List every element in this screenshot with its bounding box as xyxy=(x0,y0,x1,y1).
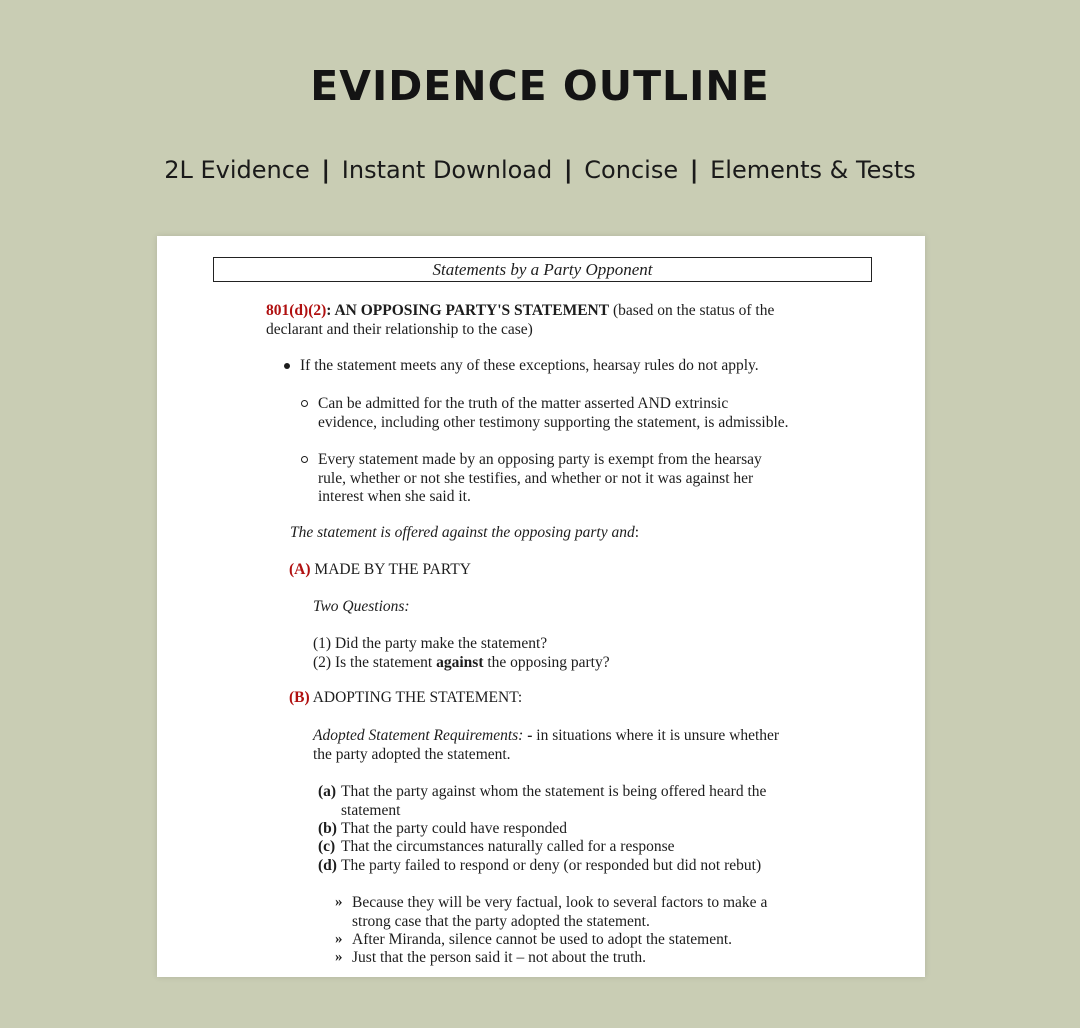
sub-bullet-circle xyxy=(301,400,308,407)
requirement-label: (b) xyxy=(318,820,337,837)
note-marker: » xyxy=(335,894,343,910)
adopted-requirements-cont: the party adopted the statement. xyxy=(313,746,511,763)
rule-description-cont: declarant and their relationship to the case) xyxy=(266,321,533,338)
note-text: After Miranda, silence cannot be used to adopt the statement. xyxy=(352,931,733,948)
section-b-text: ADOPTING THE STATEMENT: xyxy=(312,689,523,706)
adopted-dash: - xyxy=(523,727,533,744)
sub-bullet-text: evidence, including other testimony supporting the statement, is admissible. xyxy=(318,414,789,431)
section-b-label: (B) xyxy=(289,689,310,706)
requirement-text: The party failed to respond or deny (or responded but did not rebut) xyxy=(341,857,762,874)
subtitle-item: 2L Evidence xyxy=(164,156,310,184)
subtitle-item: Instant Download xyxy=(341,156,553,184)
requirement-text: That the circumstances naturally called for a response xyxy=(341,838,675,855)
subtitle xyxy=(0,156,1080,184)
rule-title: : AN OPPOSING PARTY'S STATEMENT xyxy=(326,302,610,319)
note-text: strong case that the party adopted the statement. xyxy=(352,913,650,930)
section-a-text: MADE BY THE PARTY xyxy=(314,561,471,578)
question-item: (1) Did the party make the statement? xyxy=(313,635,548,652)
subtitle-item: Elements & Tests xyxy=(710,156,916,184)
sub-bullet-text: rule, whether or not she testifies, and whether or not it was against her xyxy=(318,470,754,487)
document-page-preview xyxy=(157,236,925,977)
subtitle-separator: | xyxy=(321,156,331,184)
note-marker: » xyxy=(335,931,343,947)
offered-statement xyxy=(290,523,639,542)
adopted-text: in situations where it is unsure whether xyxy=(532,727,780,744)
sub-bullet-text: Every statement made by an opposing party is exempt from the hearsay xyxy=(318,451,762,468)
section-a-heading xyxy=(289,560,471,579)
offered-colon: : xyxy=(634,524,640,541)
rule-code: 801(d)(2) xyxy=(266,302,327,319)
requirement-text: That the party against whom the statement is being offered heard the xyxy=(341,783,767,800)
rule-description: (based on the status of the xyxy=(612,302,775,319)
section-b-heading xyxy=(289,688,522,707)
section-a-label: (A) xyxy=(289,561,311,578)
bullet-dot xyxy=(284,363,290,369)
sub-bullet-text: interest when she said it. xyxy=(318,488,471,505)
adopted-label: Adopted Statement Requirements: xyxy=(313,727,524,744)
subtitle-separator: | xyxy=(563,156,573,184)
question-emphasis: against xyxy=(436,654,484,671)
requirement-text: That the party could have responded xyxy=(341,820,567,837)
offered-text: The statement is offered against the opposing party and xyxy=(290,524,635,541)
subtitle-item: Concise xyxy=(584,156,679,184)
note-text: Just that the person said it – not about the truth. xyxy=(352,949,647,966)
note-text: Because they will be very factual, look to several factors to make a xyxy=(352,894,768,911)
subtitle-separator: | xyxy=(689,156,699,184)
requirement-text: statement xyxy=(341,802,401,819)
note-marker: » xyxy=(335,949,343,965)
requirement-label: (a) xyxy=(318,783,337,800)
bullet-text: If the statement meets any of these exceptions, hearsay rules do not apply. xyxy=(300,357,759,374)
question-item xyxy=(313,653,610,672)
requirement-label: (c) xyxy=(318,838,336,855)
question-text: (2) Is the statement xyxy=(313,654,437,671)
requirement-label: (d) xyxy=(318,857,337,874)
rule-heading xyxy=(266,301,774,320)
sub-bullet-text: Can be admitted for the truth of the matter asserted AND extrinsic xyxy=(318,395,729,412)
section-title-box: Statements by a Party Opponent xyxy=(213,257,872,282)
sub-bullet-circle xyxy=(301,456,308,463)
adopted-requirements-intro xyxy=(313,726,779,745)
page-title: EVIDENCE OUTLINE xyxy=(310,62,770,110)
two-questions-label: Two Questions: xyxy=(313,598,410,615)
question-text: the opposing party? xyxy=(483,654,610,671)
